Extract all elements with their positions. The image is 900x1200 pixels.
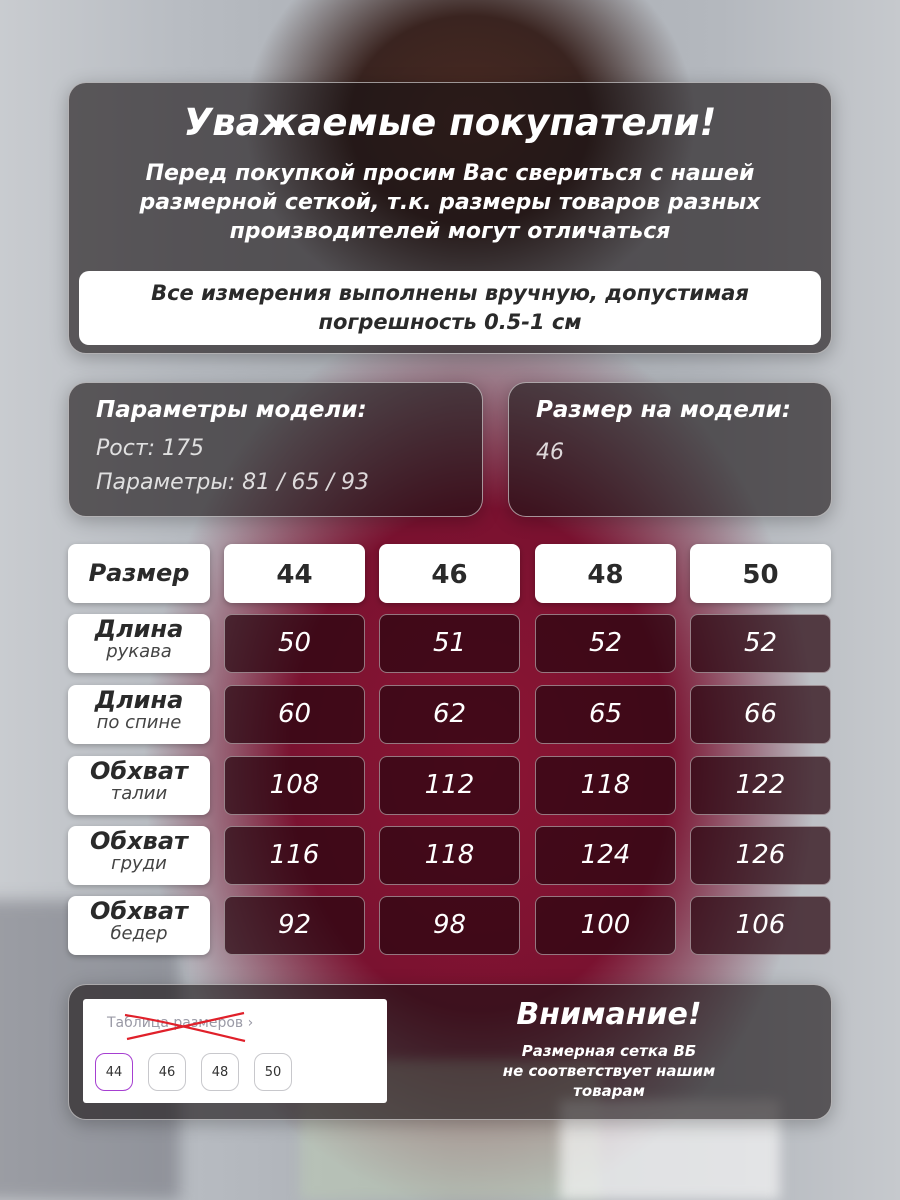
cross-out-icon: [123, 1009, 248, 1045]
attention-line: Размерная сетка ВБ: [521, 1042, 697, 1060]
row-label-sub: бедер: [110, 923, 168, 944]
header-subtitle-line: производителей могут отличаться: [229, 219, 671, 244]
row-label-sub: рукава: [106, 641, 172, 662]
row-label-waist: [68, 756, 210, 815]
row-label-sub: по спине: [96, 712, 182, 733]
size-header-label: [68, 544, 210, 603]
model-params-panel: [68, 382, 483, 517]
table-cell: 118: [379, 826, 520, 885]
wb-size-chip-selected: 44: [95, 1053, 133, 1091]
row-label-back-length: [68, 685, 210, 744]
model-measurements: Параметры: 81 / 65 / 93: [96, 470, 369, 495]
row-label-main: Длина: [94, 686, 184, 714]
table-cell: 108: [224, 756, 365, 815]
table-cell: 52: [535, 614, 676, 673]
row-label-sub: груди: [111, 853, 167, 874]
model-size-title: Размер на модели:: [536, 397, 791, 423]
row-label-main: Обхват: [90, 757, 188, 785]
size-column-header: 48: [535, 544, 676, 603]
attention-panel: [68, 984, 832, 1120]
attention-line: не соответствует нашим: [502, 1062, 716, 1080]
table-cell: 124: [535, 826, 676, 885]
header-subtitle: [109, 159, 791, 246]
cross-out-stroke: [127, 1013, 244, 1039]
table-cell: 51: [379, 614, 520, 673]
attention-line: товарам: [573, 1082, 645, 1100]
header-subtitle-line: Перед покупкой просим Вас свериться с нашей: [145, 161, 755, 186]
table-cell: 50: [224, 614, 365, 673]
table-cell: 52: [690, 614, 831, 673]
table-cell: 126: [690, 826, 831, 885]
measurement-note: [79, 271, 821, 345]
wb-size-chip: 48: [201, 1053, 239, 1091]
model-params-title: Параметры модели:: [96, 397, 367, 423]
table-cell: 60: [224, 685, 365, 744]
model-size-panel: [508, 382, 832, 517]
row-label-hips: [68, 896, 210, 955]
model-size-value: 46: [536, 440, 564, 465]
table-cell: 122: [690, 756, 831, 815]
table-cell: 62: [379, 685, 520, 744]
cross-out-stroke: [125, 1015, 245, 1041]
row-label-sub: талии: [110, 783, 168, 804]
size-header-text: Размер: [88, 559, 190, 587]
row-label-chest: [68, 826, 210, 885]
measurement-note-line: Все измерения выполнены вручную, допустимая: [151, 281, 749, 305]
header-panel: [68, 82, 832, 354]
row-label-main: Длина: [94, 615, 184, 643]
row-label-main: Обхват: [90, 897, 188, 925]
wb-size-table-link: Таблица размеров ›: [107, 1015, 254, 1031]
row-label-main: Обхват: [90, 827, 188, 855]
table-cell: 118: [535, 756, 676, 815]
table-cell: 66: [690, 685, 831, 744]
attention-title: Внимание!: [516, 997, 702, 1032]
measurement-note-line: погрешность 0.5-1 см: [318, 310, 582, 334]
attention-text: [469, 1041, 749, 1101]
wb-size-chip: 46: [148, 1053, 186, 1091]
table-cell: 65: [535, 685, 676, 744]
table-cell: 98: [379, 896, 520, 955]
header-title: Уважаемые покупатели!: [183, 101, 717, 144]
wb-size-selector-screenshot: [83, 999, 387, 1103]
table-cell: 116: [224, 826, 365, 885]
size-column-header: 44: [224, 544, 365, 603]
table-cell: 100: [535, 896, 676, 955]
wb-size-chip: 50: [254, 1053, 292, 1091]
size-column-header: 50: [690, 544, 831, 603]
row-label-sleeve-length: [68, 614, 210, 673]
model-height: Рост: 175: [96, 436, 205, 461]
header-subtitle-line: размерной сеткой, т.к. размеры товаров разных: [139, 190, 761, 215]
table-cell: 92: [224, 896, 365, 955]
table-cell: 106: [690, 896, 831, 955]
size-column-header: 46: [379, 544, 520, 603]
table-cell: 112: [379, 756, 520, 815]
